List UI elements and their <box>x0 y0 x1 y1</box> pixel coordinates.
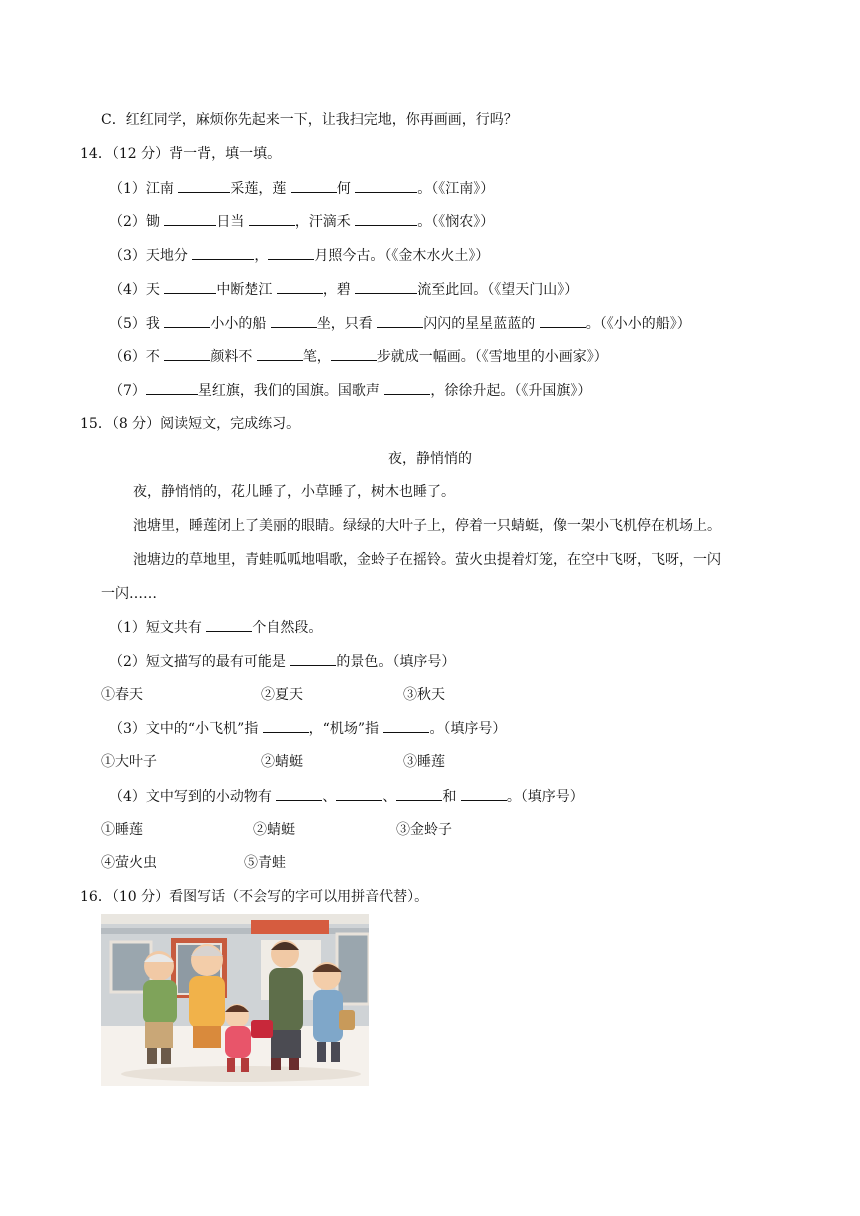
q15-sub-3: （3）文中的“小飞机”指 ，“机场”指 。（填序号） <box>109 718 506 739</box>
blank[interactable] <box>540 313 586 328</box>
blank[interactable] <box>377 313 423 328</box>
picture-family-greeting <box>101 914 369 1086</box>
blank[interactable] <box>257 346 303 361</box>
q15-sub-4-options-2 <box>101 853 286 873</box>
blank[interactable] <box>146 380 198 395</box>
blank[interactable] <box>263 718 309 733</box>
option: ①春天 <box>101 687 143 703</box>
option: ①大叶子 <box>101 754 157 770</box>
passage-para-2: 池塘里，睡莲闭上了美丽的眼睛。绿绿的大叶子上，停着一只蜻蜓，像一架小飞机停在机场上。 <box>133 518 721 534</box>
blank[interactable] <box>192 245 254 260</box>
q14-header: 14．（12 分）背一背，填一填。 <box>80 146 282 162</box>
option: ④萤火虫 <box>101 855 157 871</box>
q15-header: 15．（8 分）阅读短文，完成练习。 <box>80 416 301 432</box>
q14-line-6: （6）不 颜料不 笔， 步就成一幅画。（《雪地里的小画家》） <box>109 346 608 367</box>
blank[interactable] <box>178 178 230 193</box>
option: ②蜻蜓 <box>261 754 303 770</box>
passage-para-3: 池塘边的草地里，青蛙呱呱地唱歌，金蛉子在摇铃。萤火虫提着灯笼，在空中飞呀，飞呀，一闪 <box>133 552 721 568</box>
blank[interactable] <box>355 211 417 226</box>
q14-line-1: （1）江南 采莲，莲 何 。（《江南》） <box>109 178 494 199</box>
blank[interactable] <box>331 346 377 361</box>
passage-title: 夜，静悄悄的 <box>388 451 472 467</box>
option: ①睡莲 <box>101 822 143 838</box>
blank[interactable] <box>276 786 322 801</box>
blank[interactable] <box>164 279 216 294</box>
blank[interactable] <box>336 786 382 801</box>
q14-line-2: （2）锄 日当 ，汗滴禾 。（《悯农》） <box>109 211 494 232</box>
blank[interactable] <box>290 651 336 666</box>
blank[interactable] <box>291 178 337 193</box>
blank[interactable] <box>277 279 323 294</box>
option: ③秋天 <box>403 687 445 703</box>
q15-sub-4: （4）文中写到的小动物有 、 、 和 。（填序号） <box>109 786 584 807</box>
q14-line-7: （7） 星红旗，我们的国旗。国歌声 ，徐徐升起。（《升国旗》） <box>109 380 591 401</box>
q13-option-c: C．红红同学，麻烦你先起来一下，让我扫完地，你再画画，行吗？ <box>101 112 518 128</box>
family-illustration <box>101 914 369 1086</box>
option: ②夏天 <box>261 687 303 703</box>
q14-line-5: （5）我 小小的船 坐，只看 闪闪的星星蓝蓝的 。（《小小的船》） <box>109 313 691 334</box>
option: ⑤青蛙 <box>244 855 286 871</box>
option: ③睡莲 <box>403 754 445 770</box>
blank[interactable] <box>461 786 507 801</box>
option: ②蜻蜓 <box>253 822 295 838</box>
q14-line-3: （3）天地分 ， 月照今古。（《金木水火土》） <box>109 245 489 266</box>
q15-sub-3-options <box>101 752 445 772</box>
blank[interactable] <box>355 178 417 193</box>
option: ③金蛉子 <box>396 822 452 838</box>
passage-para-3-cont: 一闪…… <box>101 586 157 602</box>
blank[interactable] <box>383 718 429 733</box>
q16-header: 16．（10 分）看图写话（不会写的字可以用拼音代替）。 <box>80 889 429 905</box>
blank[interactable] <box>206 617 252 632</box>
blank[interactable] <box>249 211 295 226</box>
blank[interactable] <box>164 313 210 328</box>
blank[interactable] <box>396 786 442 801</box>
q14-line-4: （4）天 中断楚江 ，碧 流至此回。（《望天门山》） <box>109 279 578 300</box>
blank[interactable] <box>268 245 314 260</box>
q15-sub-4-options-1 <box>101 820 452 840</box>
passage-para-1: 夜，静悄悄的，花儿睡了，小草睡了，树木也睡了。 <box>133 484 455 500</box>
q15-sub-2: （2）短文描写的最有可能是 的景色。（填序号） <box>109 651 455 672</box>
q15-sub-1: （1）短文共有 个自然段。 <box>109 617 322 638</box>
blank[interactable] <box>355 279 417 294</box>
blank[interactable] <box>164 346 210 361</box>
q15-sub-2-options <box>101 685 445 705</box>
blank[interactable] <box>271 313 317 328</box>
blank[interactable] <box>164 211 216 226</box>
blank[interactable] <box>384 380 430 395</box>
